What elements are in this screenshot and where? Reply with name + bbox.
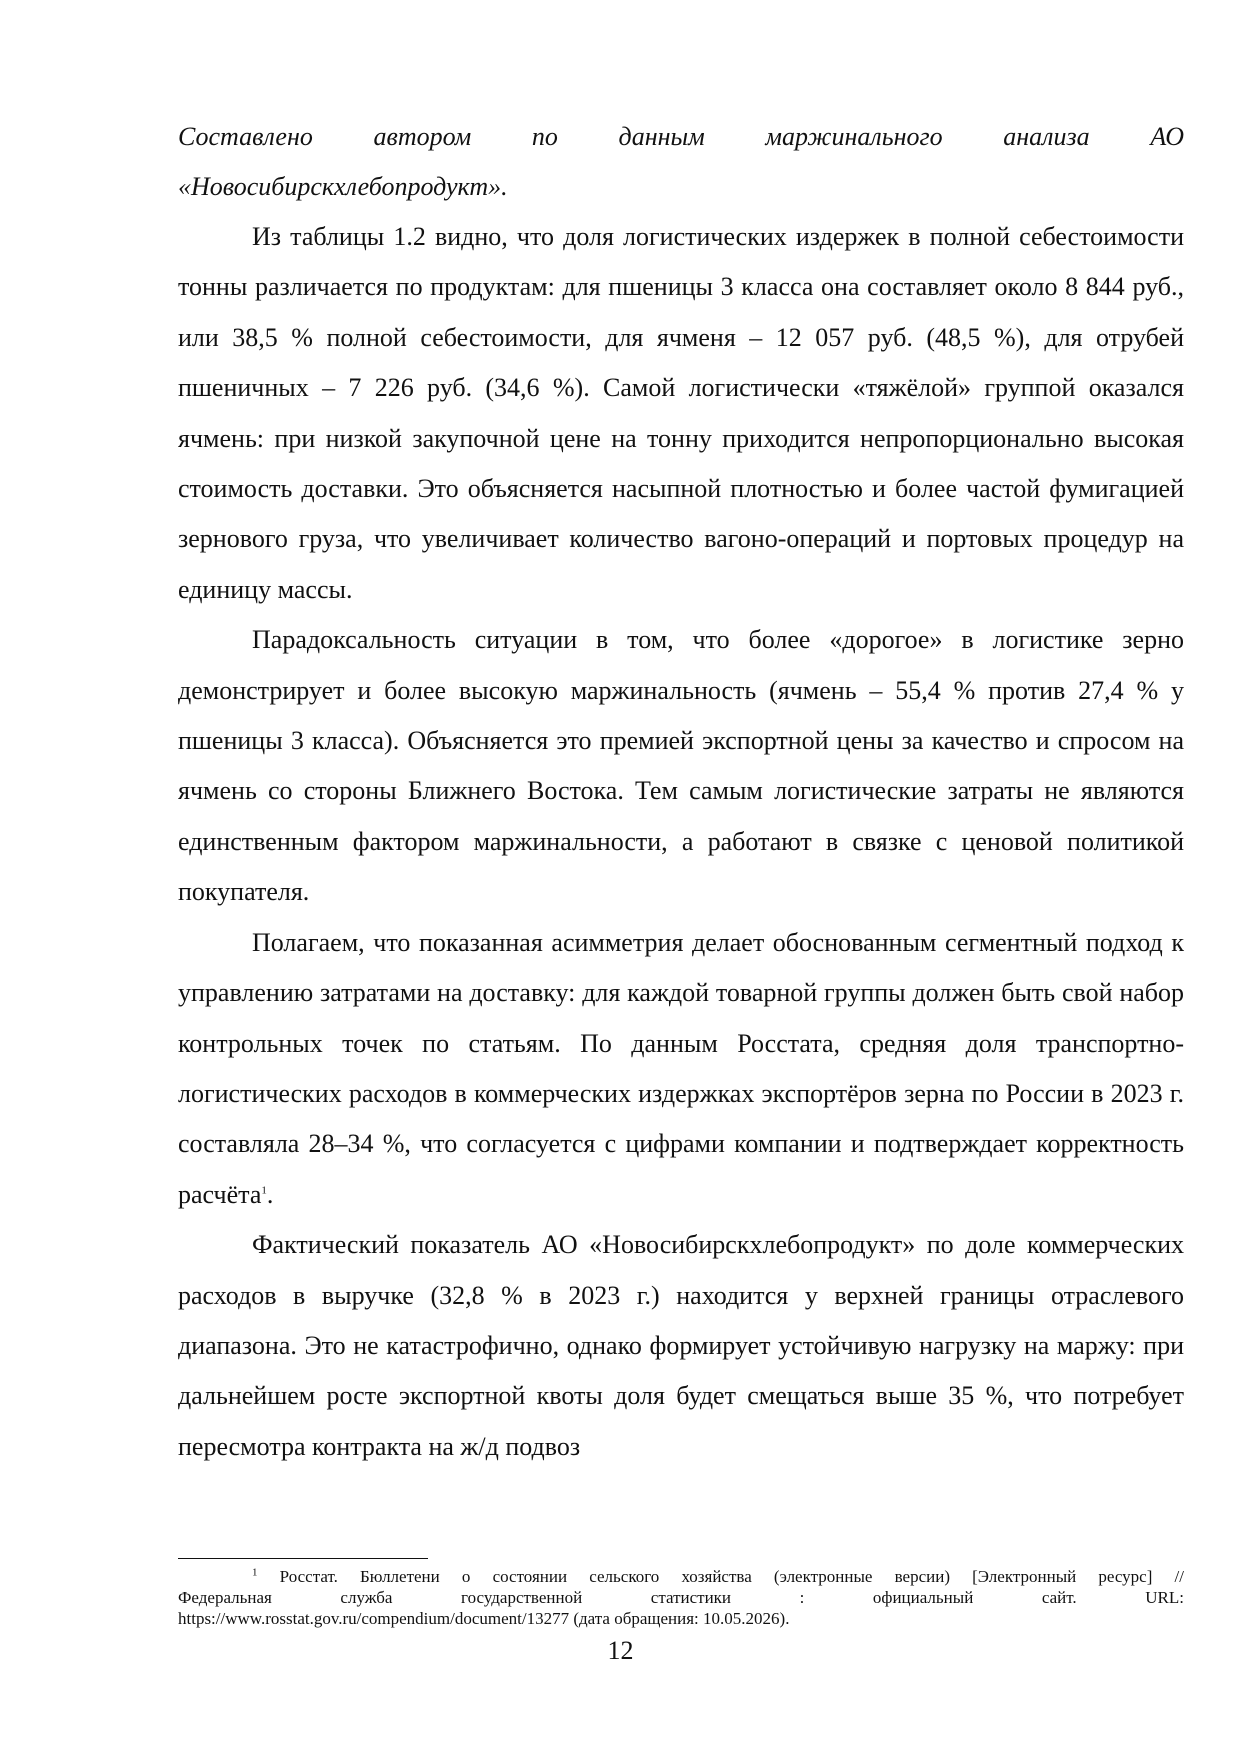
caption-line-1: Составлено автором по данным маржинального анализа АО: [178, 122, 1184, 151]
footnote-line-2: Федеральная служба государственной статистики : официальный сайт. URL:: [178, 1588, 1184, 1607]
footnote-marker: 1: [252, 1566, 258, 1579]
footnote-line-1: [178, 1566, 1184, 1587]
footnote-line-3: https://www.rosstat.gov.ru/compendium/document/13277 (дата обращения: 10.05.2026).: [178, 1609, 790, 1628]
paragraph-1: Из таблицы 1.2 видно, что доля логистических издержек в полной себестоимости тонны различается по продуктам: для пшеницы 3 класса она составляет около 8 844 руб., или 38,5 % полной себестоимости, для ячменя – 12 057 руб. (48,5 %), для отрубей пшеничных – 7 226 руб. (34,6 %). Самой логистически «тяжёлой» группой оказался ячмень: при низкой закупочной цене на тонну приходится непропорционально высокая стоимость доставки. Это объясняется насыпной плотностью и более частой фумигацией зернового груза, что увеличивает количество вагоно-операций и портовых процедур на единицу массы.: [178, 222, 1184, 604]
paragraph-3-end: .: [266, 1179, 274, 1209]
footnote-reference[interactable]: 1: [261, 1184, 267, 1197]
document-page: [178, 112, 1184, 1472]
page-number: 12: [607, 1636, 634, 1665]
paragraph-4: Фактический показатель АО «Новосибирскхлебопродукт» по доле коммерческих расходов в выручке (32,8 % в 2023 г.) находится у верхней границы отраслевого диапазона. Это не катастрофично, однако формирует устойчивую нагрузку на маржу: при дальнейшем росте экспортной квоты доля будет смещаться выше 35 %, что потребует пересмотра контракта на ж/д подвоз: [178, 1230, 1184, 1461]
table-source-caption: [178, 112, 1184, 212]
footnote-text-1: Росстат. Бюллетени о состоянии сельского хозяйства (электронные версии) [Электронный ресурс] //: [279, 1567, 1185, 1586]
footnote: [178, 1566, 1184, 1629]
paragraph-3: [178, 918, 1184, 1220]
paragraph-3-text: Полагаем, что показанная асимметрия делает обоснованным сегментный подход к управлению затратами на доставку: для каждой товарной группы должен быть свой набор контрольных точек по статьям. По данным Росстата, средняя доля транспортно-логистических расходов в коммерческих издержках экспортёров зерна по России в 2023 г. составляла 28–34 %, что согласуется с цифрами компании и подтверждает корректность расчёта: [178, 927, 1184, 1209]
caption-line-2: «Новосибирскхлебопродукт».: [178, 172, 508, 201]
paragraph-2: Парадоксальность ситуации в том, что более «дорогое» в логистике зерно демонстрирует и более высокую маржинальность (ячмень – 55,4 % против 27,4 % у пшеницы 3 класса). Объясняется это премией экспортной цены за качество и спросом на ячмень со стороны Ближнего Востока. Тем самым логистические затраты не являются единственным фактором маржинальности, а работают в связке с ценовой политикой покупателя.: [178, 625, 1184, 907]
footnote-separator: [178, 1558, 428, 1559]
